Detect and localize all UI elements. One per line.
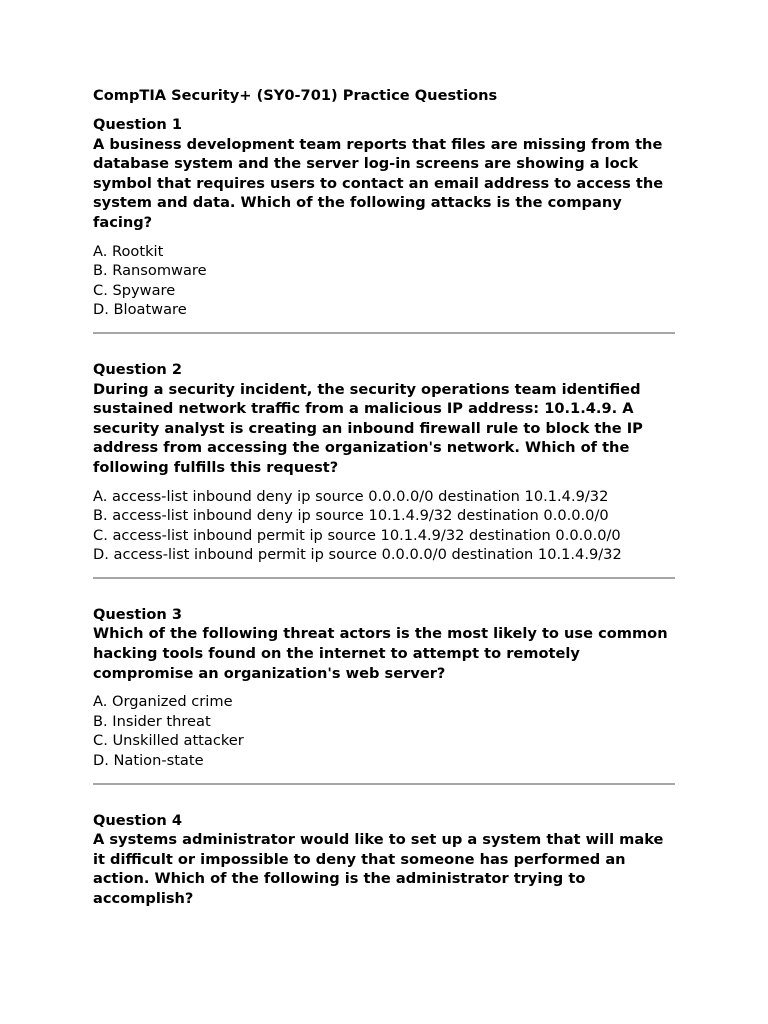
question-3 — [93, 605, 677, 785]
question-text: A systems administrator would like to set up a system that will make it difficult or impossible to deny that someone has performed an action. Which of the following is the administrator trying to accomplish? — [93, 831, 664, 907]
answer-option: D. access-list inbound permit ip source 0.0.0.0/0 destination 10.1.4.9/32 — [93, 546, 622, 564]
answer-options — [93, 692, 677, 770]
answer-option: C. Unskilled attacker — [93, 732, 244, 750]
document-content — [93, 86, 677, 909]
question-text: Which of the following threat actors is the most likely to use common hacking tools found on the internet to attempt to remotely compromise an organization's web server? — [93, 625, 668, 682]
question-4 — [93, 811, 677, 909]
answer-option: D. Nation-state — [93, 752, 204, 770]
question-heading: Question 3 — [93, 605, 183, 623]
question-text: A business development team reports that files are missing from the database system and the server log-in screens are showing a lock symbol that requires users to contact an email address to access the system and data. Which of the following attacks is the company facing? — [93, 135, 664, 231]
question-2 — [93, 360, 677, 579]
answer-option: C. Spyware — [93, 281, 176, 299]
question-heading: Question 1 — [93, 116, 183, 133]
answer-option: A. Rootkit — [93, 242, 164, 260]
question-text: During a security incident, the security operations team identified sustained network traffic from a malicious IP address: 10.1.4.9. A security analyst is creating an inbound firewall rule to block the IP address from accessing the organization's network. Which of the following fulfills this request? — [93, 380, 643, 476]
document-title: CompTIA Security+ (SY0-701) Practice Questions — [93, 87, 498, 104]
question-heading: Question 4 — [93, 811, 183, 829]
answer-option: D. Bloatware — [93, 301, 187, 319]
answer-option: A. access-list inbound deny ip source 0.0.0.0/0 destination 10.1.4.9/32 — [93, 487, 609, 505]
answer-option: B. Ransomware — [93, 262, 207, 280]
answer-option: B. access-list inbound deny ip source 10.1.4.9/32 destination 0.0.0.0/0 — [93, 507, 609, 525]
question-heading: Question 2 — [93, 360, 183, 378]
answer-option: A. Organized crime — [93, 693, 233, 711]
answer-options — [93, 487, 677, 565]
answer-options — [93, 242, 677, 320]
question-1 — [93, 115, 677, 334]
answer-option: C. access-list inbound permit ip source 10.1.4.9/32 destination 0.0.0.0/0 — [93, 526, 621, 544]
answer-option: B. Insider threat — [93, 712, 211, 730]
